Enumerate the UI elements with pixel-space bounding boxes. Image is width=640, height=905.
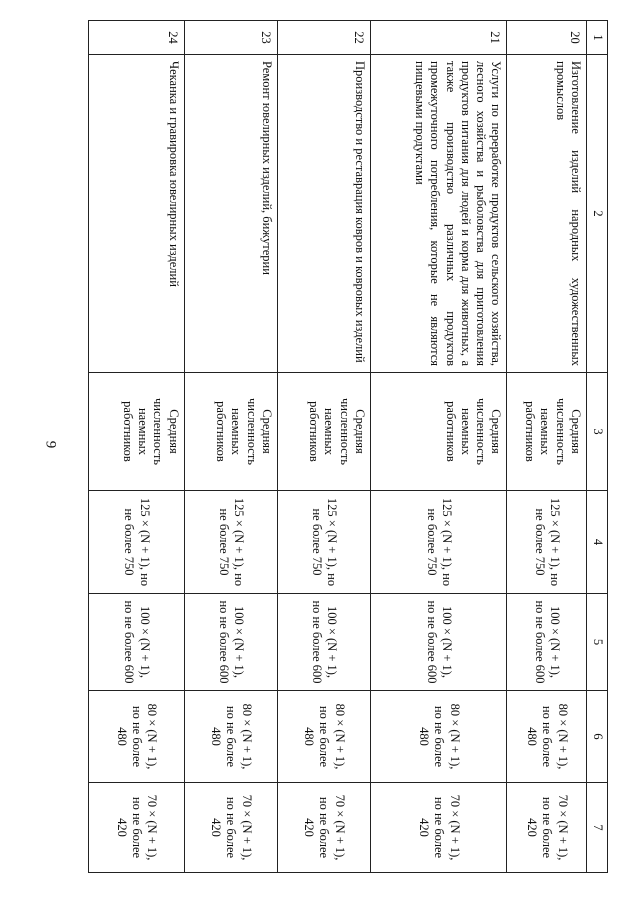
table-row — [89, 21, 185, 873]
column-header: 3 — [587, 373, 608, 491]
column-header: 6 — [587, 691, 608, 783]
value-cell: 80 × (N + 1), но не более 480 — [507, 691, 587, 783]
table-row — [277, 21, 370, 873]
value-cell: 125 × (N + 1), но не более 750 — [184, 491, 277, 594]
value-cell: 100 × (N + 1), но не более 600 — [184, 594, 277, 691]
column-header: 7 — [587, 783, 608, 873]
header-row — [587, 21, 608, 873]
row-number: 23 — [184, 21, 277, 55]
value-cell: 80 × (N + 1), но не более 480 — [89, 691, 185, 783]
measure-unit: Средняя численность наемных работников — [277, 373, 370, 491]
row-number: 22 — [277, 21, 370, 55]
page-number: 9 — [42, 440, 59, 449]
activity-name: Изготовление изделий народных художественных промыслов — [507, 55, 587, 373]
column-header: 2 — [587, 55, 608, 373]
value-cell: 70 × (N + 1), но не более 420 — [89, 783, 185, 873]
activity-name: Производство и реставрация ковров и ковровых изделий — [277, 55, 370, 373]
row-number: 24 — [89, 21, 185, 55]
value-cell: 70 × (N + 1), но не более 420 — [370, 783, 506, 873]
value-cell: 125 × (N + 1), но не более 750 — [370, 491, 506, 594]
value-cell: 100 × (N + 1), но не более 600 — [370, 594, 506, 691]
table-row — [184, 21, 277, 873]
rotated-table-container — [88, 20, 608, 872]
column-header: 4 — [587, 491, 608, 594]
value-cell: 80 × (N + 1), но не более 480 — [277, 691, 370, 783]
column-header: 1 — [587, 21, 608, 55]
value-cell: 70 × (N + 1), но не более 420 — [184, 783, 277, 873]
value-cell: 70 × (N + 1), но не более 420 — [507, 783, 587, 873]
activity-name: Услуги по переработке продуктов сельского хозяйства, лесного хозяйства и рыболовства для приготовления продуктов питания для людей и корма для животных, а также производство различных продуктов промежуточного потребления, которые не являются пищевыми продуктами — [370, 55, 506, 373]
value-cell: 100 × (N + 1), но не более 600 — [507, 594, 587, 691]
column-header: 5 — [587, 594, 608, 691]
measure-unit: Средняя численность наемных работников — [507, 373, 587, 491]
row-number: 20 — [507, 21, 587, 55]
value-cell: 125 × (N + 1), но не более 750 — [277, 491, 370, 594]
table-row — [507, 21, 587, 873]
activity-name: Чеканка и гравировка ювелирных изделий — [89, 55, 185, 373]
table-row — [370, 21, 506, 873]
value-cell: 70 × (N + 1), но не более 420 — [277, 783, 370, 873]
activity-name: Ремонт ювелирных изделий, бижутерии — [184, 55, 277, 373]
tariff-table — [88, 20, 608, 873]
value-cell: 125 × (N + 1), но не более 750 — [89, 491, 185, 594]
row-number: 21 — [370, 21, 506, 55]
value-cell: 100 × (N + 1), но не более 600 — [89, 594, 185, 691]
value-cell: 80 × (N + 1), но не более 480 — [370, 691, 506, 783]
measure-unit: Средняя численность наемных работников — [370, 373, 506, 491]
value-cell: 80 × (N + 1), но не более 480 — [184, 691, 277, 783]
value-cell: 125 × (N + 1), но не более 750 — [507, 491, 587, 594]
measure-unit: Средняя численность наемных работников — [89, 373, 185, 491]
measure-unit: Средняя численность наемных работников — [184, 373, 277, 491]
value-cell: 100 × (N + 1), но не более 600 — [277, 594, 370, 691]
